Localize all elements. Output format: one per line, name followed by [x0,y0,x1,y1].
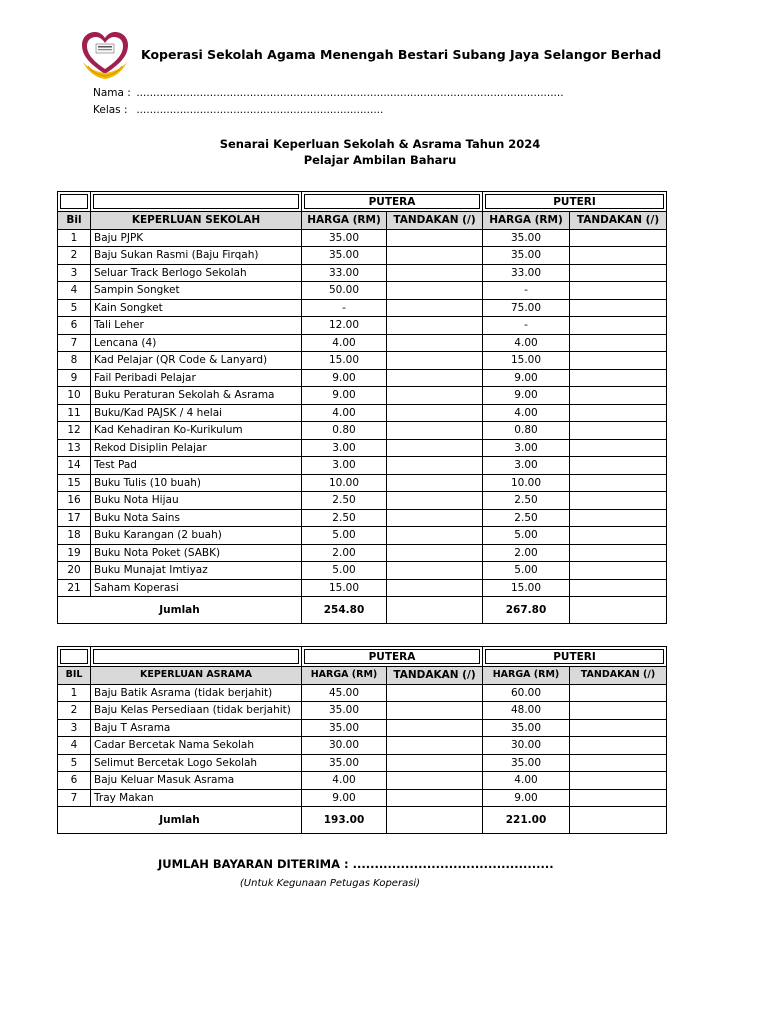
item-name: Baju Sukan Rasmi (Baju Firqah) [91,247,302,265]
price-putera: 12.00 [302,317,387,335]
price-puteri: 33.00 [483,264,570,282]
mark-puteri-cell[interactable] [570,352,667,370]
row-number: 21 [58,579,91,597]
table-row [58,544,667,562]
col-header-mark-putera: TANDAKAN (/) [387,667,483,685]
total-label: Jumlah [58,597,302,624]
class-dots: .......................................................................... [136,104,384,116]
total-row [58,807,667,834]
total-row [58,597,667,624]
price-puteri: 4.00 [483,772,570,790]
table-row [58,789,667,807]
col-header-mark-putera: TANDAKAN (/) [387,212,483,230]
item-name: Rekod Disiplin Pelajar [91,439,302,457]
table-row [58,387,667,405]
table-row [58,562,667,580]
mark-puteri-cell[interactable] [570,457,667,475]
row-number: 13 [58,439,91,457]
mark-puteri-cell[interactable] [570,474,667,492]
price-puteri: 5.00 [483,562,570,580]
col-header-bil: Bil [58,212,91,230]
row-number: 12 [58,422,91,440]
group-putera-header: PUTERA [302,647,483,667]
price-puteri: 9.00 [483,387,570,405]
table-row [58,404,667,422]
mark-putera-cell[interactable] [387,352,483,370]
class-field [93,104,384,116]
item-name: Test Pad [91,457,302,475]
mark-putera-cell[interactable] [387,737,483,755]
mark-putera-cell[interactable] [387,317,483,335]
mark-puteri-cell[interactable] [570,702,667,720]
table-row [58,439,667,457]
row-number: 5 [58,754,91,772]
price-putera: 5.00 [302,527,387,545]
col-header-bil: BIL [58,667,91,685]
row-number: 11 [58,404,91,422]
price-puteri: 10.00 [483,474,570,492]
total-puteri: 221.00 [483,807,570,834]
price-puteri: 35.00 [483,247,570,265]
total-mark-puteri [570,807,667,834]
document-title: Senarai Keperluan Sekolah & Asrama Tahun 2024 [219,137,541,151]
mark-puteri-cell[interactable] [570,789,667,807]
col-header-item: KEPERLUAN SEKOLAH [91,212,302,230]
item-name: Buku Tulis (10 buah) [91,474,302,492]
mark-putera-cell[interactable] [387,544,483,562]
item-name: Baju Kelas Persediaan (tidak berjahit) [91,702,302,720]
group-putera-header: PUTERA [302,192,483,212]
mark-putera-cell[interactable] [387,334,483,352]
name-field [93,87,564,99]
price-putera: 15.00 [302,352,387,370]
item-name: Baju PJPK [91,229,302,247]
item-name: Buku Karangan (2 buah) [91,527,302,545]
mark-putera-cell[interactable] [387,719,483,737]
mark-putera-cell[interactable] [387,264,483,282]
mark-putera-cell[interactable] [387,754,483,772]
group-spacer-bil [58,192,91,212]
item-name: Baju Batik Asrama (tidak berjahit) [91,684,302,702]
row-number: 15 [58,474,91,492]
price-puteri: 0.80 [483,422,570,440]
table-row [58,334,667,352]
group-spacer-item [91,192,302,212]
mark-puteri-cell[interactable] [570,422,667,440]
total-mark-putera [387,807,483,834]
price-puteri: 2.50 [483,509,570,527]
mark-putera-cell[interactable] [387,579,483,597]
row-number: 4 [58,282,91,300]
table-row [58,702,667,720]
row-number: 14 [58,457,91,475]
table-row [58,474,667,492]
koperasi-logo [80,28,130,82]
price-puteri: 3.00 [483,457,570,475]
price-putera: 2.50 [302,509,387,527]
row-number: 10 [58,387,91,405]
mark-puteri-cell[interactable] [570,334,667,352]
item-name: Buku/Kad PAJSK / 4 helai [91,404,302,422]
item-name: Buku Nota Hijau [91,492,302,510]
total-mark-putera [387,597,483,624]
row-number: 6 [58,317,91,335]
row-number: 2 [58,247,91,265]
mark-putera-cell[interactable] [387,369,483,387]
group-spacer-item [91,647,302,667]
table-row [58,492,667,510]
item-name: Buku Peraturan Sekolah & Asrama [91,387,302,405]
table-row [58,457,667,475]
price-puteri: 15.00 [483,352,570,370]
price-putera: 35.00 [302,754,387,772]
item-name: Fail Peribadi Pelajar [91,369,302,387]
price-puteri: 35.00 [483,719,570,737]
col-header-price-putera: HARGA (RM) [302,667,387,685]
mark-putera-cell[interactable] [387,789,483,807]
price-putera: 45.00 [302,684,387,702]
item-name: Baju T Asrama [91,719,302,737]
table-row [58,352,667,370]
total-payment-received: JUMLAH BAYARAN DITERIMA : .............................................. [158,857,554,871]
row-number: 18 [58,527,91,545]
col-header-price-putera: HARGA (RM) [302,212,387,230]
mark-puteri-cell[interactable] [570,579,667,597]
table-row [58,509,667,527]
total-putera: 193.00 [302,807,387,834]
item-name: Tali Leher [91,317,302,335]
item-name: Kain Songket [91,299,302,317]
price-putera: 4.00 [302,404,387,422]
item-name: Buku Munajat Imtiyaz [91,562,302,580]
price-putera: 10.00 [302,474,387,492]
price-putera: 4.00 [302,772,387,790]
group-puteri-header: PUTERI [483,192,667,212]
price-puteri: 35.00 [483,229,570,247]
mark-putera-cell[interactable] [387,684,483,702]
price-puteri: 35.00 [483,754,570,772]
row-number: 1 [58,229,91,247]
price-putera: 35.00 [302,719,387,737]
price-putera: 0.80 [302,422,387,440]
item-name: Buku Nota Sains [91,509,302,527]
mark-puteri-cell[interactable] [570,387,667,405]
table-row [58,422,667,440]
col-header-mark-puteri: TANDAKAN (/) [570,667,667,685]
mark-putera-cell[interactable] [387,702,483,720]
mark-putera-cell[interactable] [387,509,483,527]
mark-putera-cell[interactable] [387,474,483,492]
mark-putera-cell[interactable] [387,404,483,422]
price-putera: 35.00 [302,247,387,265]
mark-putera-cell[interactable] [387,492,483,510]
price-puteri: 60.00 [483,684,570,702]
mark-putera-cell[interactable] [387,439,483,457]
total-mark-puteri [570,597,667,624]
col-header-mark-puteri: TANDAKAN (/) [570,212,667,230]
table-row [58,754,667,772]
mark-puteri-cell[interactable] [570,562,667,580]
mark-putera-cell[interactable] [387,457,483,475]
table-row [58,719,667,737]
item-name: Selimut Bercetak Logo Sekolah [91,754,302,772]
mark-puteri-cell[interactable] [570,247,667,265]
mark-puteri-cell[interactable] [570,299,667,317]
total-puteri: 267.80 [483,597,570,624]
mark-puteri-cell[interactable] [570,229,667,247]
mark-putera-cell[interactable] [387,527,483,545]
price-puteri: 30.00 [483,737,570,755]
row-number: 20 [58,562,91,580]
table-row [58,299,667,317]
price-puteri: 15.00 [483,579,570,597]
price-putera: 2.00 [302,544,387,562]
price-puteri: 4.00 [483,334,570,352]
mark-putera-cell[interactable] [387,562,483,580]
group-puteri-header: PUTERI [483,647,667,667]
table-row [58,737,667,755]
name-label: Nama : [93,87,131,99]
row-number: 8 [58,352,91,370]
table-row [58,579,667,597]
row-number: 4 [58,737,91,755]
price-putera: 33.00 [302,264,387,282]
price-putera: 15.00 [302,579,387,597]
item-name: Kad Pelajar (QR Code & Lanyard) [91,352,302,370]
table-row [58,317,667,335]
item-name: Sampin Songket [91,282,302,300]
price-putera: 3.00 [302,457,387,475]
mark-putera-cell[interactable] [387,422,483,440]
table-row [58,527,667,545]
table-row [58,684,667,702]
price-puteri: - [483,282,570,300]
price-puteri: 5.00 [483,527,570,545]
price-puteri: 75.00 [483,299,570,317]
price-putera: 9.00 [302,387,387,405]
row-number: 9 [58,369,91,387]
mark-putera-cell[interactable] [387,282,483,300]
price-putera: 9.00 [302,369,387,387]
mark-puteri-cell[interactable] [570,544,667,562]
row-number: 3 [58,264,91,282]
school-items-table [57,191,667,624]
row-number: 6 [58,772,91,790]
total-putera: 254.80 [302,597,387,624]
table-row [58,229,667,247]
mark-puteri-cell[interactable] [570,439,667,457]
mark-puteri-cell[interactable] [570,527,667,545]
mark-puteri-cell[interactable] [570,719,667,737]
mark-puteri-cell[interactable] [570,282,667,300]
row-number: 16 [58,492,91,510]
document-subtitle: Pelajar Ambilan Baharu [303,153,457,167]
mark-puteri-cell[interactable] [570,369,667,387]
row-number: 17 [58,509,91,527]
table-row [58,369,667,387]
price-puteri: 9.00 [483,789,570,807]
officer-use-note: (Untuk Kegunaan Petugas Koperasi) [239,878,421,889]
price-putera: 35.00 [302,702,387,720]
price-puteri: 3.00 [483,439,570,457]
price-putera: 2.50 [302,492,387,510]
item-name: Saham Koperasi [91,579,302,597]
mark-puteri-cell[interactable] [570,492,667,510]
row-number: 7 [58,789,91,807]
mark-puteri-cell[interactable] [570,264,667,282]
table-row [58,772,667,790]
mark-putera-cell[interactable] [387,387,483,405]
table-row [58,282,667,300]
org-name: Koperasi Sekolah Agama Menengah Bestari Subang Jaya Selangor Berhad [141,47,662,62]
price-putera: - [302,299,387,317]
price-puteri: 4.00 [483,404,570,422]
col-header-price-puteri: HARGA (RM) [483,667,570,685]
group-spacer-bil [58,647,91,667]
item-name: Buku Nota Poket (SABK) [91,544,302,562]
row-number: 7 [58,334,91,352]
row-number: 19 [58,544,91,562]
col-header-item: KEPERLUAN ASRAMA [91,667,302,685]
price-puteri: - [483,317,570,335]
item-name: Kad Kehadiran Ko-Kurikulum [91,422,302,440]
price-puteri: 2.00 [483,544,570,562]
item-name: Cadar Bercetak Nama Sekolah [91,737,302,755]
col-header-price-puteri: HARGA (RM) [483,212,570,230]
mark-putera-cell[interactable] [387,299,483,317]
row-number: 2 [58,702,91,720]
price-putera: 3.00 [302,439,387,457]
item-name: Tray Makan [91,789,302,807]
row-number: 5 [58,299,91,317]
mark-puteri-cell[interactable] [570,772,667,790]
price-putera: 4.00 [302,334,387,352]
hostel-items-table [57,646,667,834]
mark-puteri-cell[interactable] [570,737,667,755]
mark-putera-cell[interactable] [387,772,483,790]
mark-puteri-cell[interactable] [570,317,667,335]
price-puteri: 48.00 [483,702,570,720]
table-row [58,264,667,282]
mark-puteri-cell[interactable] [570,684,667,702]
mark-putera-cell[interactable] [387,229,483,247]
price-puteri: 9.00 [483,369,570,387]
table-row [58,247,667,265]
mark-puteri-cell[interactable] [570,404,667,422]
name-dots: ................................................................................................................................ [136,87,564,99]
price-putera: 50.00 [302,282,387,300]
mark-puteri-cell[interactable] [570,754,667,772]
row-number: 1 [58,684,91,702]
total-label: Jumlah [58,807,302,834]
mark-puteri-cell[interactable] [570,509,667,527]
mark-putera-cell[interactable] [387,247,483,265]
price-putera: 30.00 [302,737,387,755]
row-number: 3 [58,719,91,737]
price-putera: 35.00 [302,229,387,247]
class-label: Kelas : [93,104,128,116]
price-putera: 5.00 [302,562,387,580]
item-name: Baju Keluar Masuk Asrama [91,772,302,790]
price-putera: 9.00 [302,789,387,807]
item-name: Lencana (4) [91,334,302,352]
price-puteri: 2.50 [483,492,570,510]
item-name: Seluar Track Berlogo Sekolah [91,264,302,282]
